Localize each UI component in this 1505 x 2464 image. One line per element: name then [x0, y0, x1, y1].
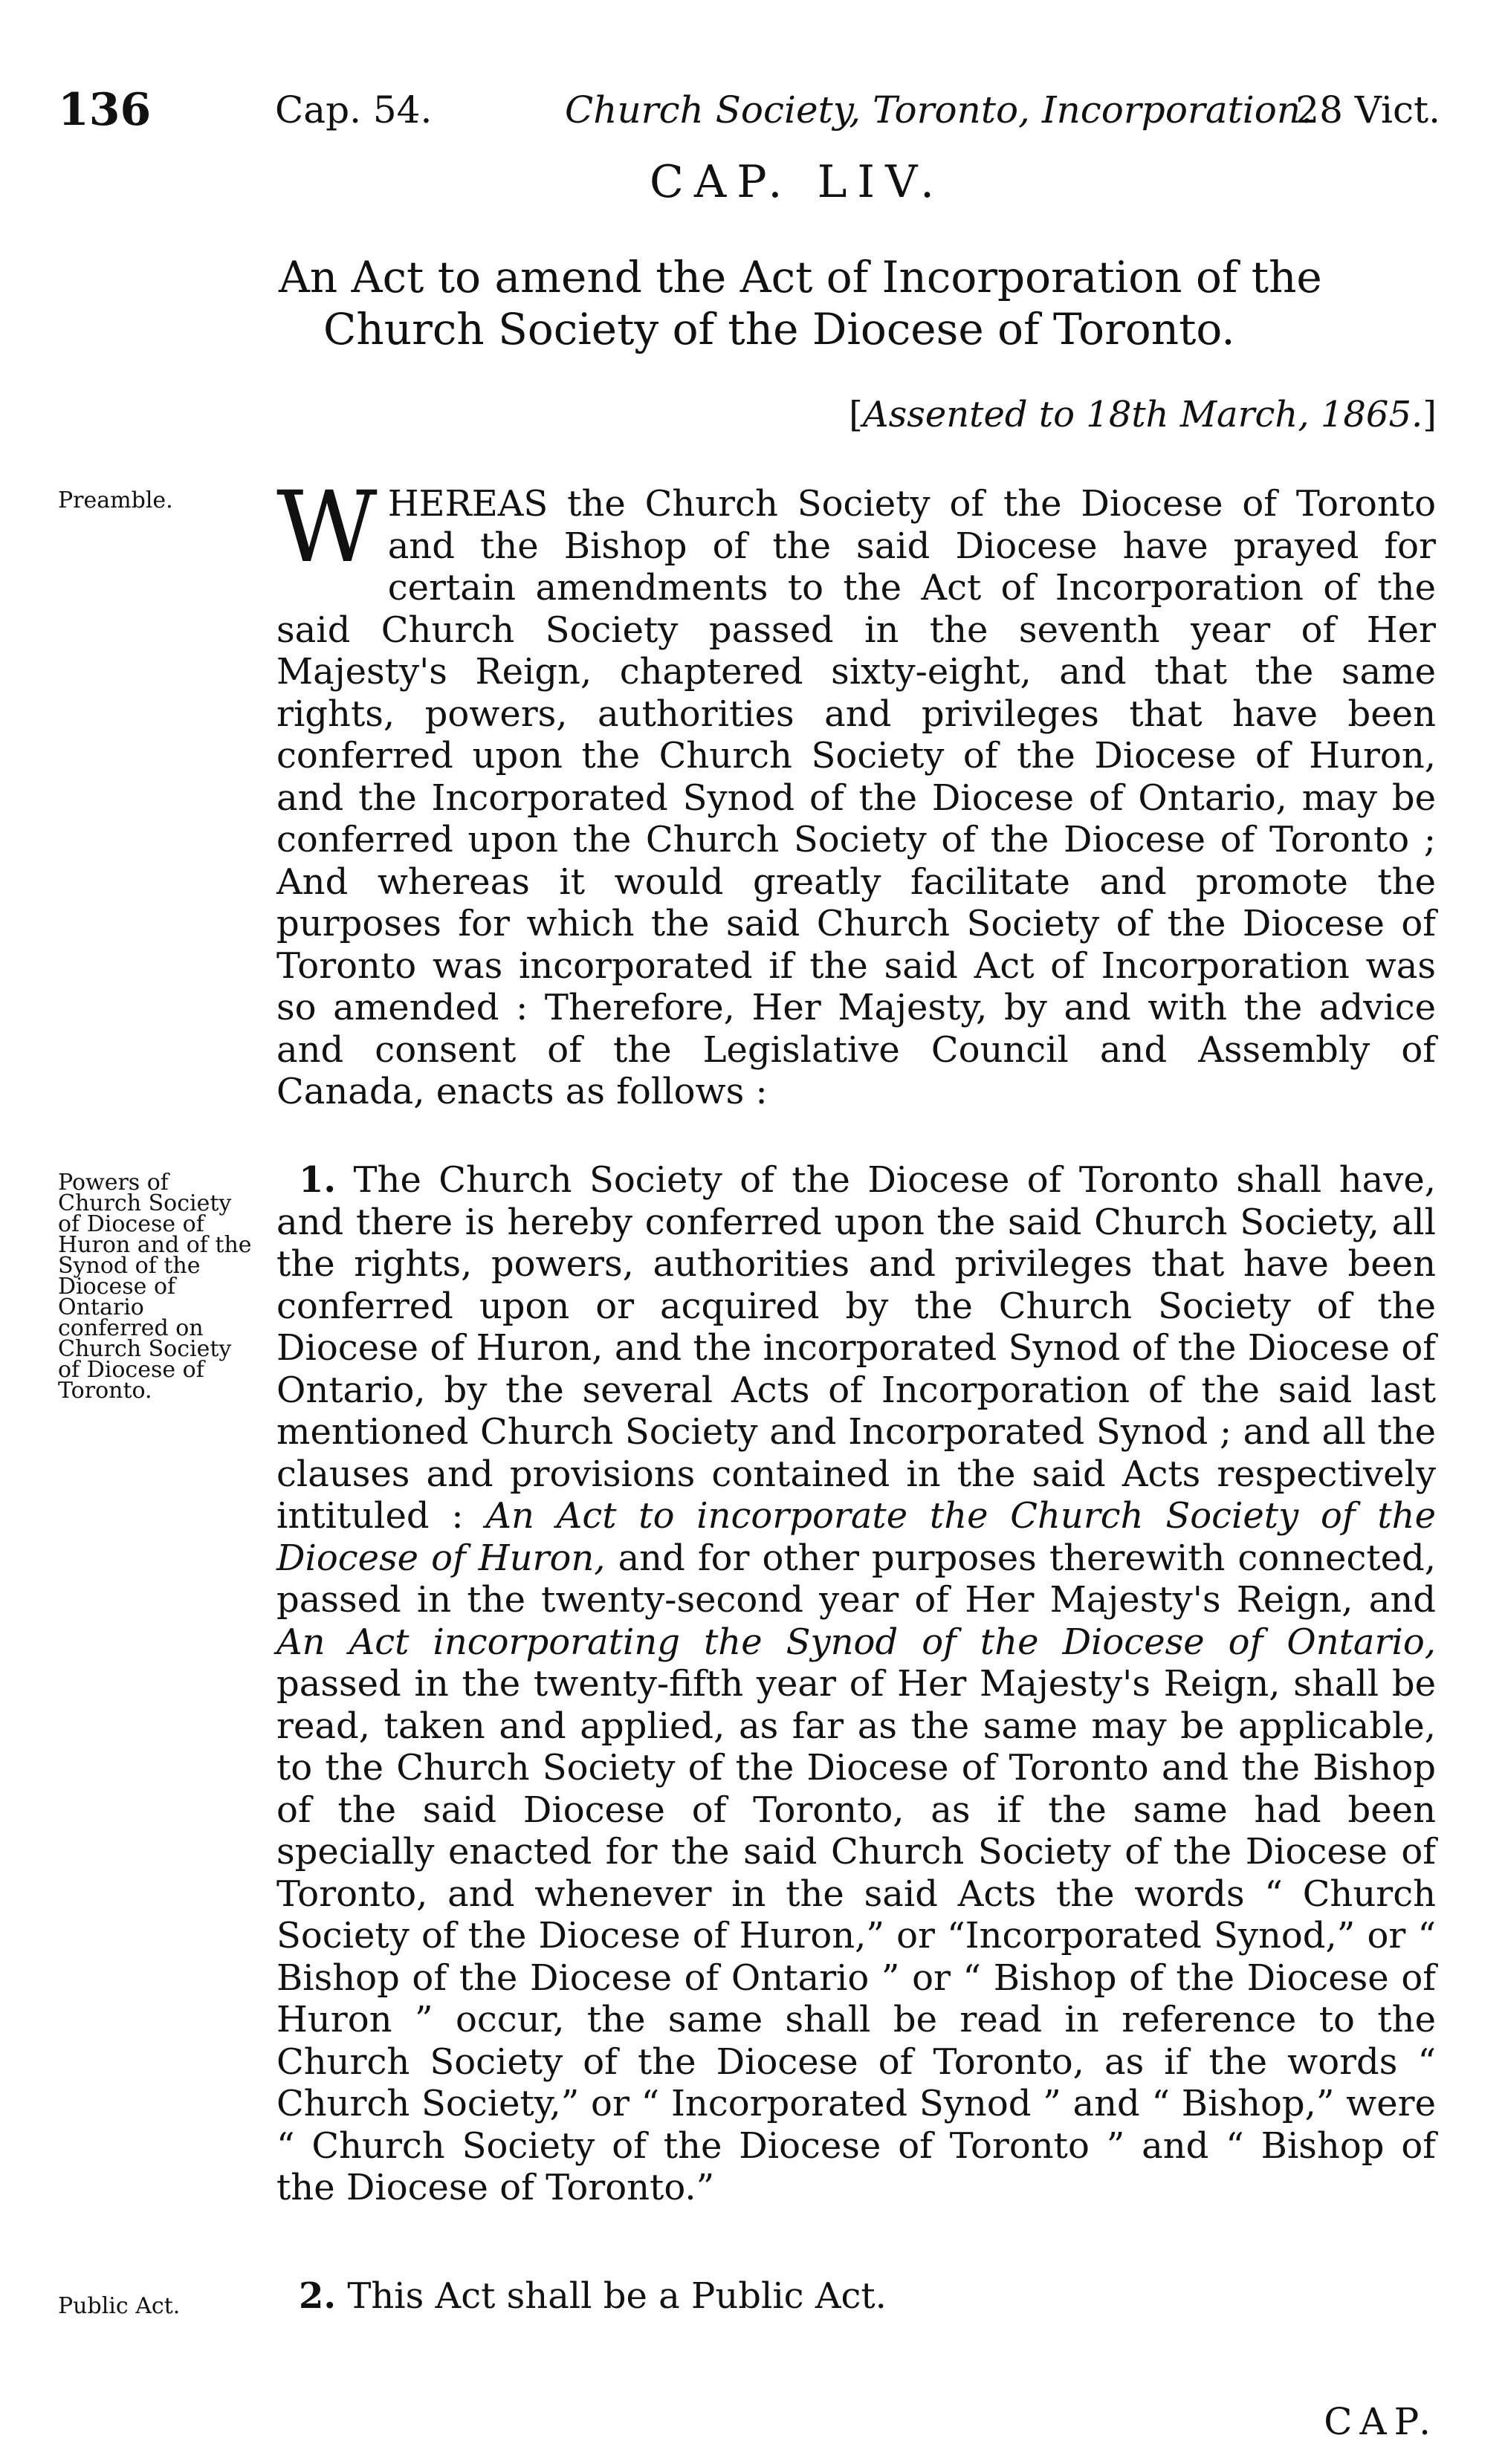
act-title-line-2: Church Society of the Diocese of Toronto. — [323, 304, 1235, 354]
assent-open-bracket: [ — [849, 394, 863, 435]
assent-date — [849, 394, 1437, 435]
preamble-paragraph — [276, 470, 1436, 1113]
sidenote-preamble: Preamble. — [58, 487, 173, 513]
section-1-text-b: and for other purposes therewith connected, passed in the twenty-second year of Her Majesty's Reign, and — [276, 1537, 1437, 1621]
section-1-act-title-ontario: An Act incorporating the Synod of the Diocese of Ontario, — [276, 1621, 1436, 1663]
assent-close-bracket: ] — [1423, 394, 1437, 435]
catchword: CAP. — [1324, 2400, 1438, 2443]
running-header — [58, 80, 1440, 140]
chapter-reference: Cap. 54. — [275, 88, 433, 132]
section-2-text: This Act shall be a Public Act. — [347, 2275, 887, 2317]
section-1-number: 1. — [299, 1159, 337, 1201]
running-title: Church Society, Toronto, Incorporation. — [565, 88, 1313, 132]
drop-cap: W — [276, 470, 378, 585]
section-1-act-title-huron: An Act to incorporate the Church Society of the Diocese of Huron, — [276, 1495, 1436, 1579]
preamble-text: HEREAS the Church Society of the Diocese of Toronto and the Bishop of the said Diocese have prayed for certain amendments to the Act of Incorporation of the said Church Society passed in the seventh year of Her Majesty's Reign, chaptered sixty-eight, and that the same rights, powers, authorities and privileges that have been conferred upon the Church Society of the Diocese of Huron, and the Incorporated Synod of the Diocese of Ontario, may be conferred upon the Church Society of the Diocese of Toronto ; And whereas it would greatly facilitate and promote the purposes for which the said Church Society of the Diocese of Toronto was incorporated if the said Act of Incorporation was so amended : Therefore, Her Majesty, by and with the advice and consent of the Legislative Council and Assembly of Canada, enacts as follows : — [276, 483, 1436, 1112]
section-2-number: 2. — [299, 2275, 337, 2317]
chapter-heading: CAP. LIV. — [649, 156, 945, 208]
sidenote-powers: Powers of Church Society of Diocese of Huron and of the Synod of the Diocese of Ontario conferred on Church Society of Diocese of Toronto. — [58, 1170, 252, 1404]
assent-text: Assented to 18th March, 1865. — [862, 394, 1423, 435]
act-title-line-1: An Act to amend the Act of Incorporation of the — [279, 252, 1322, 302]
section-1-text-a: The Church Society of the Diocese of Toronto shall have, and there is hereby conferred upon the said Church Society, all the rights, powers, authorities and privileges that have been conferred upon or acquired by the Church Society of the Diocese of Huron, and the incorporated Synod of the Diocese of Ontario, by the several Acts of Incorporation of the said last mentioned Church Society and Incorporated Synod ; and all the clauses and provisions contained in the said Acts respectively intituled : — [276, 1159, 1437, 1537]
sidenote-public-act: Public Act. — [58, 2293, 181, 2319]
section-1 — [276, 1159, 1436, 2209]
page-number: 136 — [58, 84, 152, 136]
section-2 — [276, 2275, 1436, 2318]
section-1-text-c: passed in the twenty-fifth year of Her Majesty's Reign, shall be read, taken and applied, as far as the same may be applicable, to the Church Society of the Diocese of Toronto and the Bishop of the said Diocese of Toronto, as if the same had been specially enacted for the said Church Society of the Diocese of Toronto, and whenever in the said Acts the words “ Church Society of the Diocese of Huron,” or “Incorporated Synod,” or “ Bishop of the Diocese of Ontario ” or “ Bishop of the Diocese of Huron ” occur, the same shall be read in reference to the Church Society of the Diocese of Toronto, as if the words “ Church Society,” or “ Incorporated Synod ” and “ Bishop,” were “ Church Society of the Diocese of Toronto ” and “ Bishop of the Diocese of Toronto.” — [276, 1663, 1436, 2208]
act-title — [279, 251, 1434, 355]
regnal-year: 28 Vict. — [1295, 88, 1440, 132]
